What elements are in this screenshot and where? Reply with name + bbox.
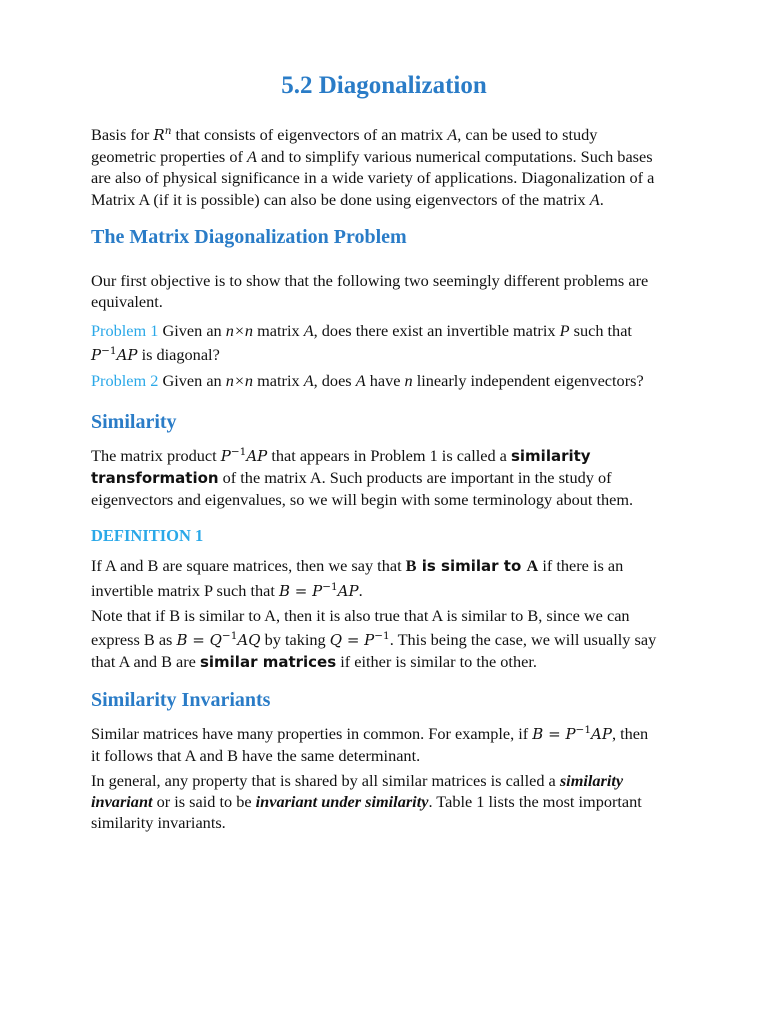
section-heading-similarity: Similarity	[91, 411, 177, 433]
definition-1-heading: DEFINITION 1	[91, 526, 204, 545]
page-title: 5.2 Diagonalization	[281, 72, 487, 99]
invariants-paragraph-2: In general, any property that is shared by all similar matrices is called a similarity invariant or is said to be invariant under similarity. Table 1 lists the most important similarity invariants.	[91, 771, 642, 833]
problem-2-label: Problem 2	[91, 371, 159, 390]
section-heading-diagonalization-problem: The Matrix Diagonalization Problem	[91, 226, 407, 248]
problem-1-label: Problem 1	[91, 321, 159, 340]
invariants-paragraph-1: Similar matrices have many properties in common. For example, if $B = P^{-1}AP$, then it follows that A and B have the same determinant.	[91, 724, 649, 766]
definition-1-text: If A and B are square matrices, then we say that B is similar to A if there is an invertible matrix P such that $B = P^{-1}AP$.	[91, 556, 624, 601]
similarity-paragraph: The matrix product $P^{-1}AP$ that appears in Problem 1 is called a similarity transformation of the matrix A. Such products are important in the study of eigenvectors and eigenvalues, so we will begin with some terminology about them.	[91, 446, 634, 510]
problem-1: Problem 1 Given an n×n matrix A, does there exist an invertible matrix P such that $P^{-1}AP$ is diagonal?	[91, 321, 632, 365]
problem-2: Problem 2 Given an n×n matrix A, does A have n linearly independent eigenvectors?	[91, 371, 644, 390]
section-heading-similarity-invariants: Similarity Invariants	[91, 689, 271, 711]
definition-note: Note that if B is similar to A, then it is also true that A is similar to B, since we can express B as $B = Q^{-1}AQ$ by taking $Q = P^{-1}$. This being the case, we will usually say that A and B are similar matrices if either is similar to the other.	[91, 606, 657, 672]
objective-paragraph: Our first objective is to show that the following two seemingly different problems are equivalent.	[91, 271, 649, 312]
intro-paragraph: Basis for $R^n$ that consists of eigenvectors of an matrix A, can be used to study geometric properties of A and to simplify various numerical computations. Such bases are also of physical significance in a wide variety of applications. Diagonalization of a Matrix A (if it is possible) can also be done using eigenvectors of the matrix A.	[91, 125, 655, 209]
